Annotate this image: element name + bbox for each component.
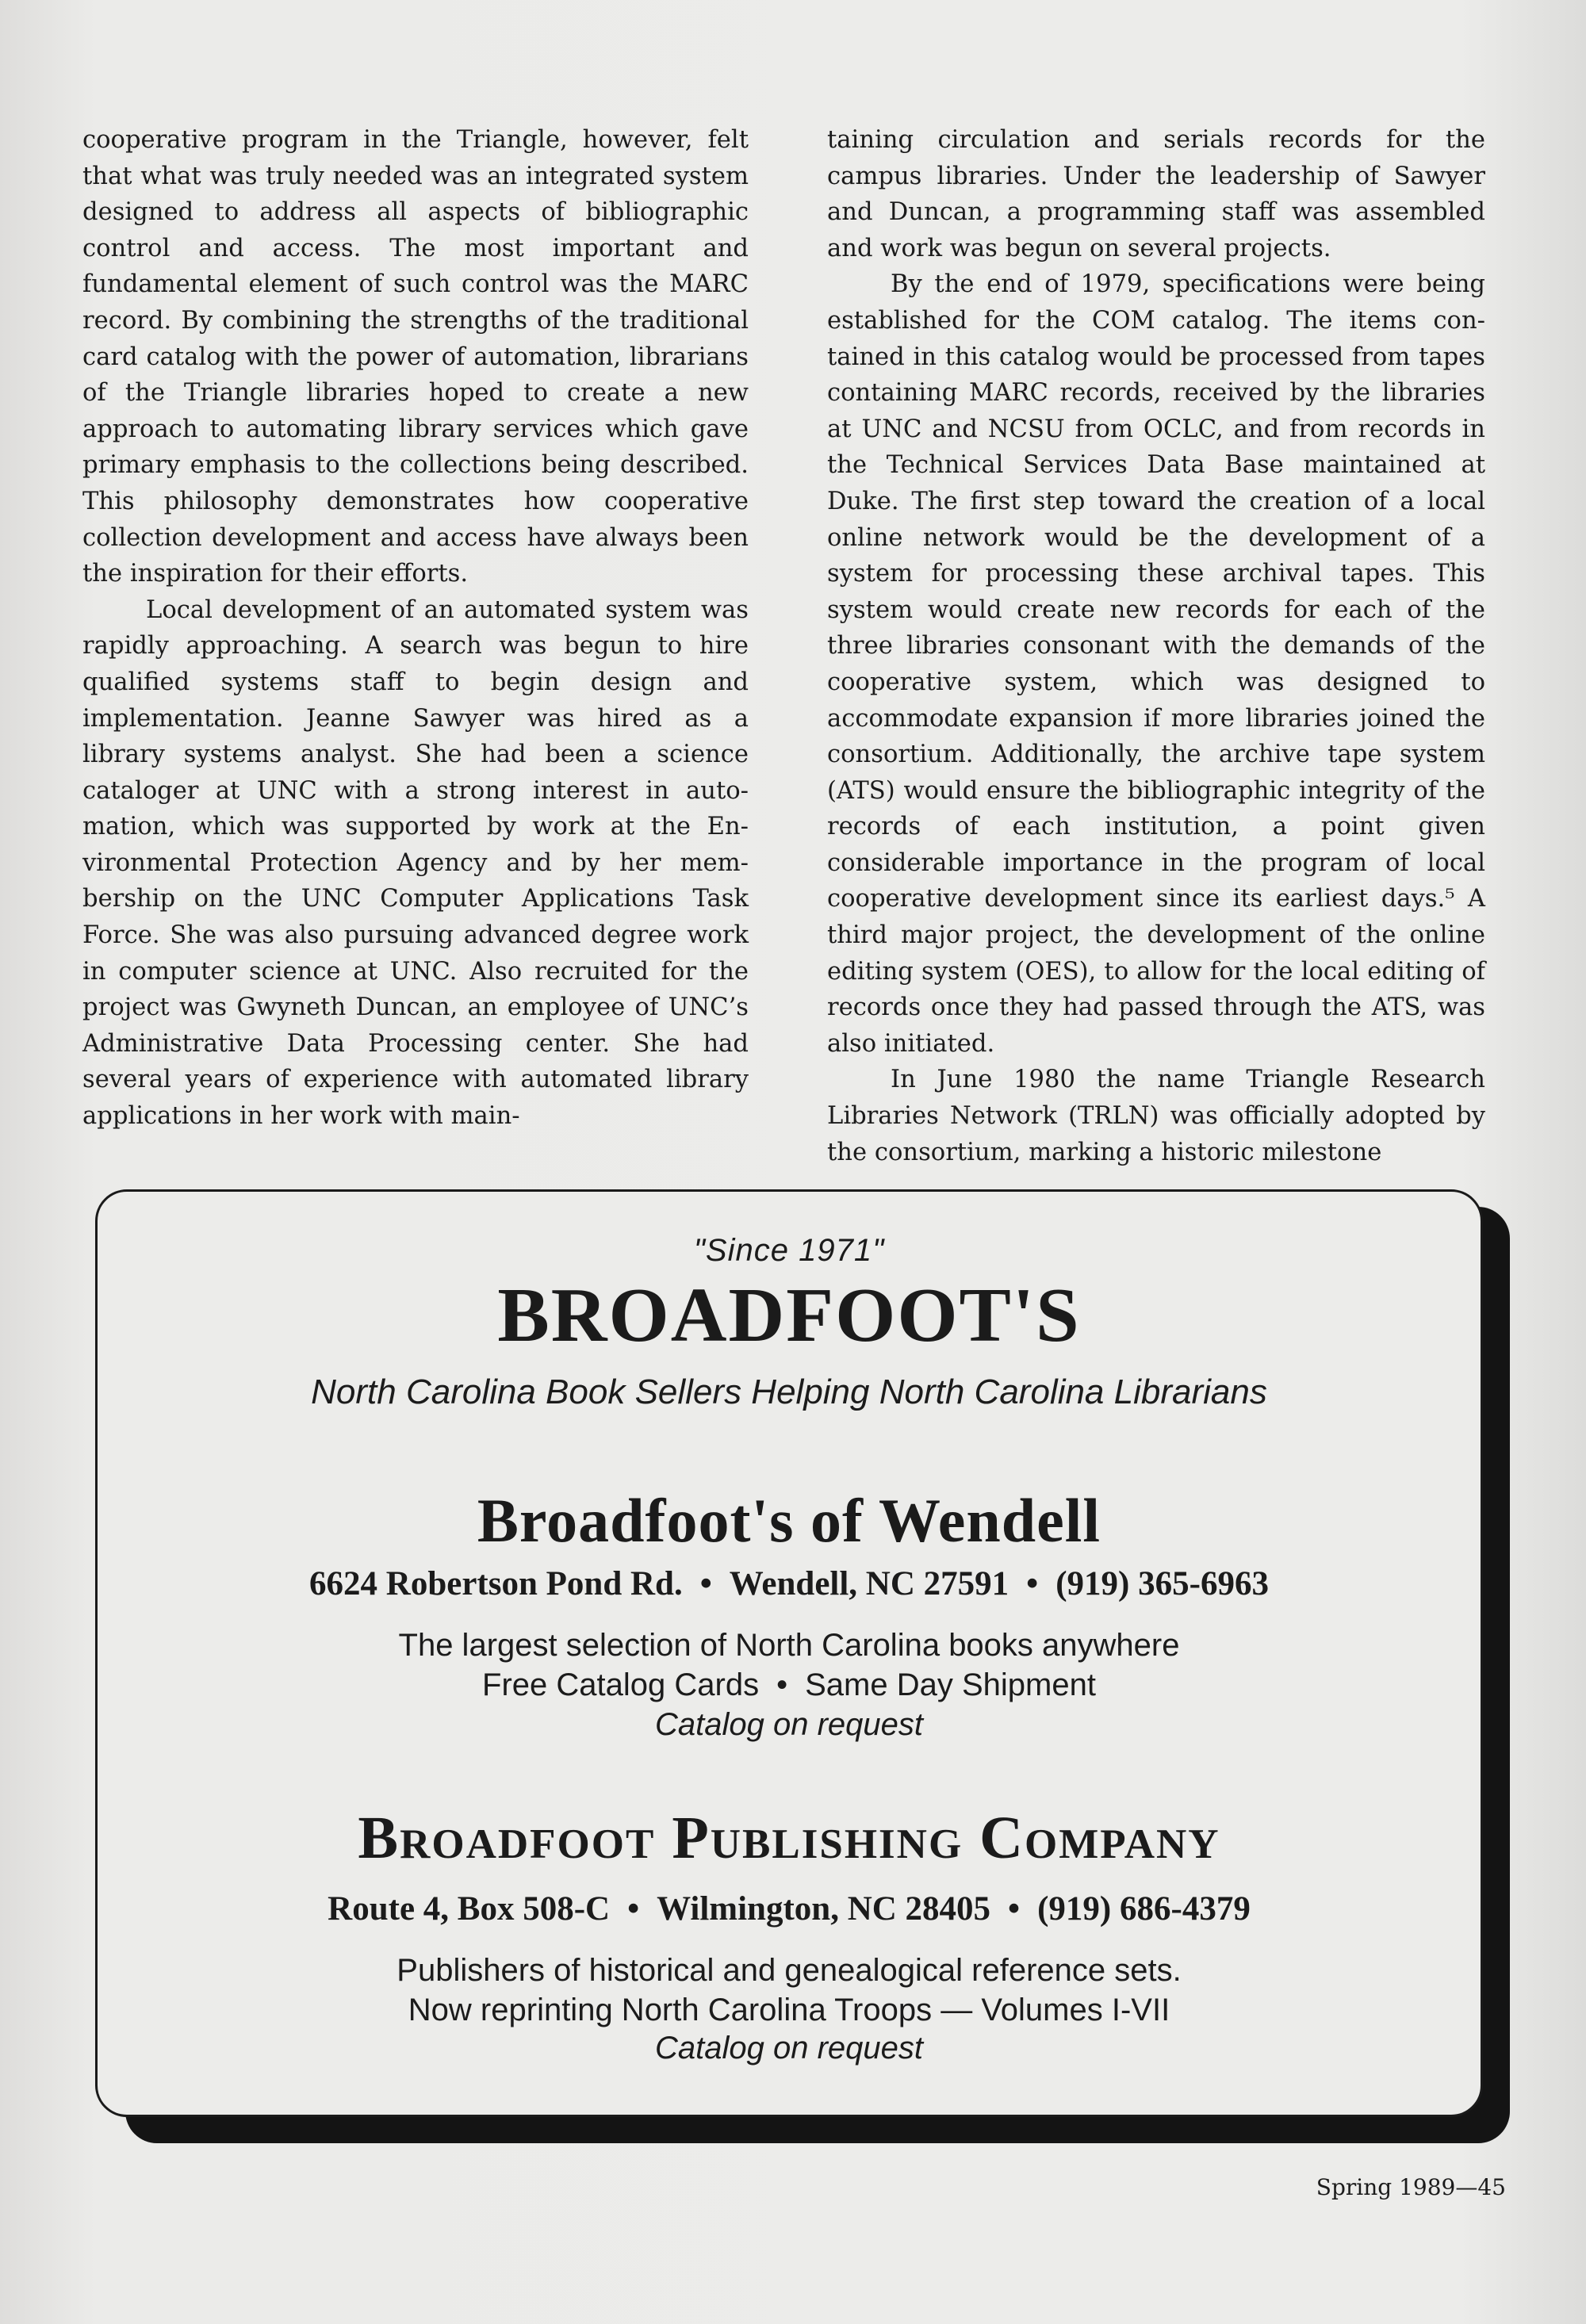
bullet: • [627, 1890, 640, 1928]
publisher-catalog: Catalog on request [654, 2031, 923, 2066]
publisher-street: Route 4, Box 508-C [328, 1890, 611, 1928]
publisher-phone: (919) 686-4379 [1037, 1890, 1251, 1928]
bullet: • [1008, 1890, 1021, 1928]
publisher-name: Broadfoot Publishing Company [358, 1805, 1220, 1871]
store-address [98, 1564, 1481, 1603]
store-name: Broadfoot's of Wendell [477, 1486, 1101, 1555]
store-catalog: Catalog on request [654, 1707, 923, 1742]
page-folio: Spring 1989—45 [1316, 2174, 1506, 2200]
store-phone: (919) 365-6963 [1055, 1565, 1269, 1602]
broadfoots-advertisement [95, 1189, 1483, 2117]
paragraph: In June 1980 the name Triangle Research Libraries Network (TRLN) was officially adopted by the consortium, marking a historic milestone [827, 1066, 1485, 1166]
ad-since: "Since 1971" [693, 1233, 885, 1268]
store-city: Wendell, NC 27591 [729, 1565, 1009, 1602]
store-features [98, 1667, 1481, 1703]
store-selection-line: The largest selection of North Carolina books anywhere [398, 1628, 1180, 1663]
article-column-right [827, 122, 1485, 1170]
bullet: • [699, 1565, 712, 1602]
publisher-reprinting: Now reprinting North Carolina Troops — Volumes I-VII [408, 1993, 1170, 2027]
bullet: • [776, 1667, 788, 1702]
ad-brand: BROADFOOT'S [497, 1273, 1081, 1358]
store-street: 6624 Robertson Pond Rd. [309, 1565, 683, 1602]
publisher-address [98, 1889, 1481, 1928]
store-feature: Free Catalog Cards [482, 1667, 760, 1702]
paragraph: taining circulation and serials records for the campus libraries. Under the leadership of Sawyer and Duncan, a programming staff was assembled and work was begun on several projects. [827, 126, 1485, 262]
ad-tagline: North Carolina Book Sellers Helping North Carolina Librarians [311, 1373, 1267, 1411]
publisher-description: Publishers of historical and genealogical reference sets. [396, 1953, 1182, 1988]
paragraph: By the end of 1979, specifications were being established for the COM catalog. The items contained in this catalog would be processed from tapes containing MARC records, received by the libraries at UNC and NCSU from OCLC, and from records in the Technical Services Data Base maintained at Duke. The first step toward the creation of a local online network would be the development of a system for processing these archival tapes. This system would create new records for each of the three libraries consonant with the demands of the cooperative system, which was designed to accommodate expansion if more libraries joined the consortium. Additionally, the archive tape system (ATS) would ensure the bibliographic integrity of the records of each institution, a point given considerable importance in the program of local cooperative development since its earliest days.⁵ A third major project, the development of the online editing system (OES), to allow for the local editing of records once they had passed through the ATS, was also initiated. [827, 270, 1485, 1058]
article-column-left [82, 122, 749, 1135]
paragraph: Local development of an automated system was rapidly approaching. A search was begun to hire qualified systems staff to begin design and implementation. Jeanne Sawyer was hired as a library systems analyst. She had been a science cataloger at UNC with a strong interest in automation, which was supported by work at the Environmental Protection Agency and by her membership on the UNC Computer Applications Task Force. She was also pursuing advanced degree work in computer science at UNC. Also recruited for the project was Gwyneth Duncan, an employee of UNC’s Administrative Data Processing center. She had several years of experience with automated library applications in her work with main- [82, 595, 749, 1131]
paragraph: cooperative program in the Triangle, however, felt that what was truly needed was an integrated system designed to address all aspects of bibliographic control and access. The most important and fundamental element of such control was the MARC record. By combining the strengths of the traditional card catalog with the power of automation, librarians of the Triangle libraries hoped to create a new approach to automating library services which gave primary emphasis to the collections being described. This philosophy demonstrates how cooperative collection development and access have always been the inspiration for their efforts. [82, 126, 749, 588]
bullet: • [1026, 1565, 1039, 1602]
publisher-city: Wilmington, NC 28405 [657, 1890, 991, 1928]
store-feature: Same Day Shipment [805, 1667, 1096, 1702]
